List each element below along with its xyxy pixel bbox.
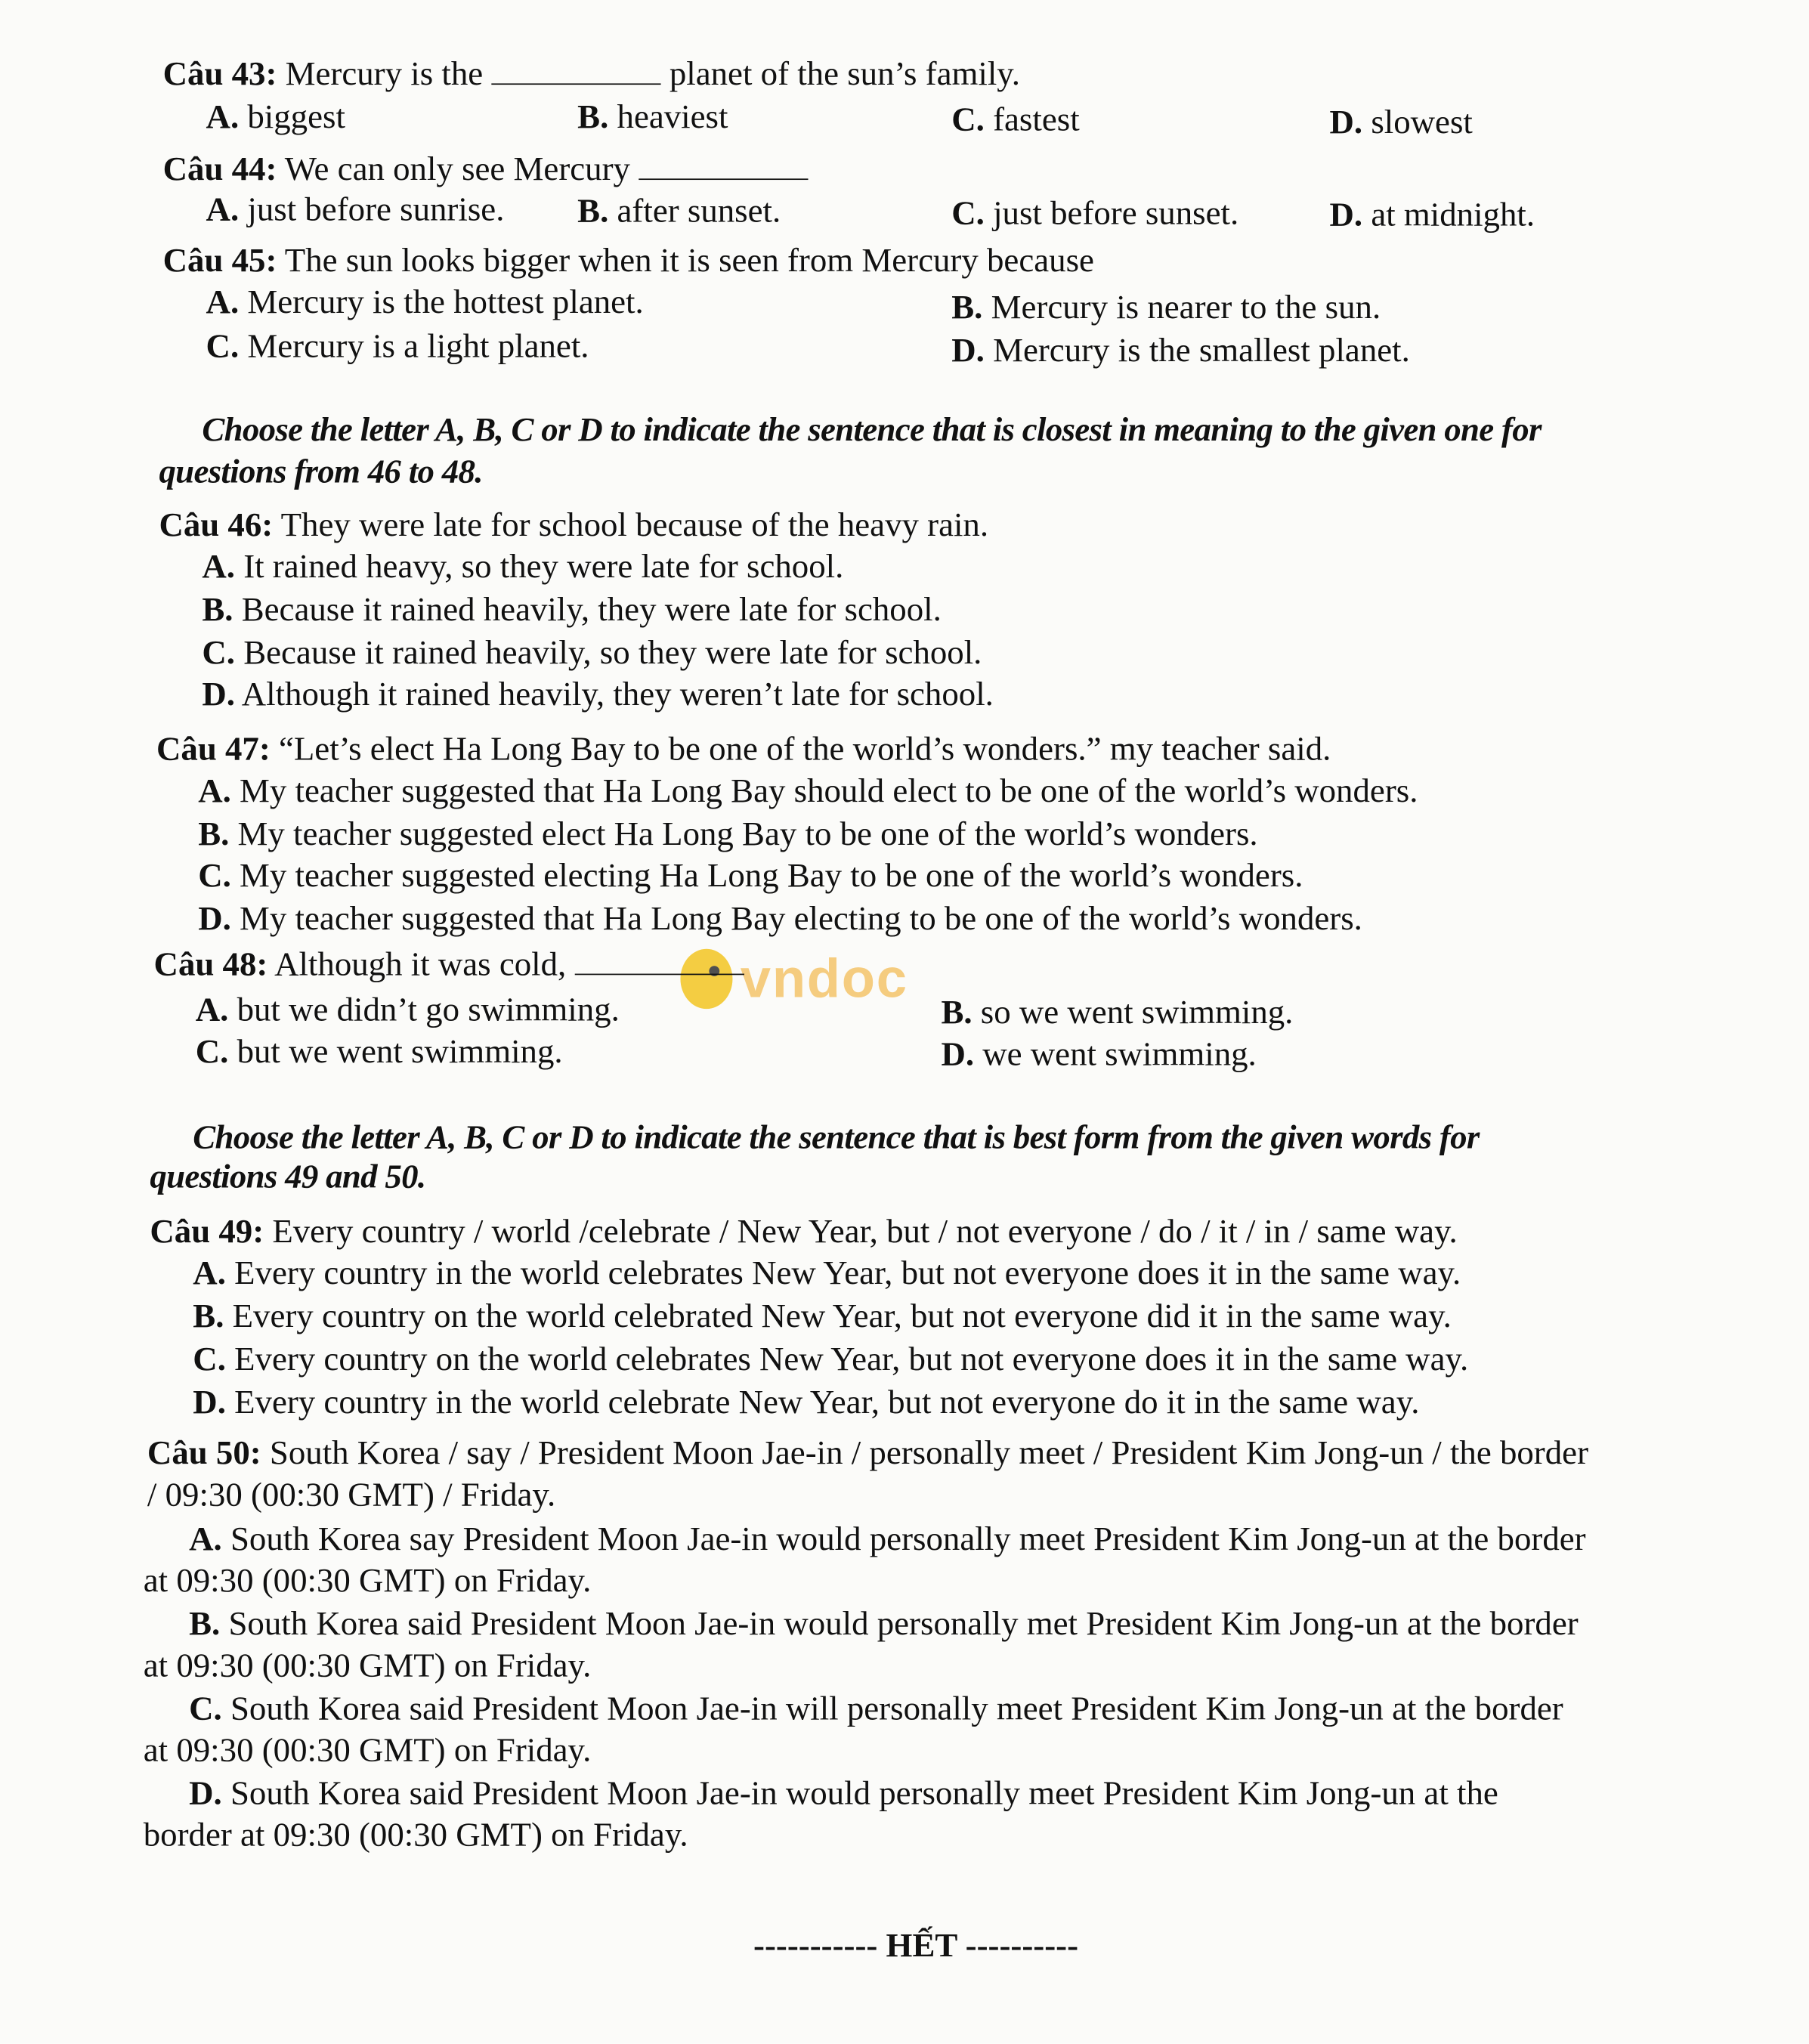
option-43-b: B. heaviest	[577, 97, 728, 136]
option-44-a: A. just before sunrise.	[206, 190, 505, 228]
option-46-d: D. Although it rained heavily, they weren’t late for school.	[202, 675, 994, 713]
question-48-stem: Câu 48: Although it was cold,	[154, 945, 744, 985]
option-43-d: D. slowest	[1329, 103, 1473, 141]
option-44-c: C. just before sunset.	[951, 194, 1239, 233]
option-44-b: B. after sunset.	[577, 191, 781, 230]
end-marker: ----------- HẾT ----------	[753, 1926, 1079, 1965]
option-43-c: C. fastest	[951, 100, 1080, 138]
question-44-stem: Câu 44: We can only see Mercury	[163, 150, 809, 189]
option-46-a: A. It rained heavy, so they were late for school.	[202, 547, 844, 586]
instruction-49-50-line1: Choose the letter A, B, C or D to indicate the sentence that is best form from the given words for	[193, 1118, 1480, 1157]
option-50-a-cont: at 09:30 (00:30 GMT) on Friday.	[143, 1561, 592, 1600]
option-45-c: C. Mercury is a light planet.	[206, 326, 589, 365]
option-43-a: A. biggest	[206, 97, 345, 136]
option-45-a: A. Mercury is the hottest planet.	[206, 283, 644, 321]
question-49-stem: Câu 49: Every country / world /celebrate / New Year, but / not everyone / do / it / in / same way.	[150, 1212, 1458, 1251]
question-50-stem-cont: / 09:30 (00:30 GMT) / Friday.	[147, 1475, 556, 1514]
question-47-stem: Câu 47: “Let’s elect Ha Long Bay to be one of the world’s wonders.” my teacher said.	[156, 730, 1331, 768]
instruction-46-48-line2: questions from 46 to 48.	[159, 452, 483, 490]
option-47-b: B. My teacher suggested elect Ha Long Bay to be one of the world’s wonders.	[198, 815, 1258, 853]
question-45-stem: Câu 45: The sun looks bigger when it is seen from Mercury because	[162, 241, 1094, 280]
option-50-d-cont: border at 09:30 (00:30 GMT) on Friday.	[143, 1815, 688, 1854]
option-48-d: D. we went swimming.	[941, 1034, 1257, 1073]
option-46-b: B. Because it rained heavily, they were late for school.	[202, 590, 942, 629]
option-47-c: C. My teacher suggested electing Ha Long Bay to be one of the world’s wonders.	[198, 856, 1303, 895]
option-50-c-cont: at 09:30 (00:30 GMT) on Friday.	[143, 1730, 592, 1769]
option-48-c: C. but we went swimming.	[195, 1032, 563, 1071]
option-46-c: C. Because it rained heavily, so they were late for school.	[202, 633, 982, 672]
watermark-word: vndoc	[740, 948, 908, 1010]
option-49-a: A. Every country in the world celebrates New Year, but not everyone does it in the same way.	[193, 1254, 1461, 1292]
option-44-d: D. at midnight.	[1329, 195, 1535, 233]
option-45-d: D. Mercury is the smallest planet.	[951, 331, 1410, 370]
option-47-d: D. My teacher suggested that Ha Long Bay electing to be one of the world’s wonders.	[198, 899, 1362, 938]
option-47-a: A. My teacher suggested that Ha Long Bay should elect to be one of the world’s wonders.	[198, 772, 1418, 810]
option-50-b: B. South Korea said President Moon Jae-in would personally met President Kim Jong-un at the border	[189, 1604, 1579, 1643]
instruction-49-50-line2: questions 49 and 50.	[150, 1157, 426, 1195]
option-50-a: A. South Korea say President Moon Jae-in would personally meet President Kim Jong-un at the border	[189, 1520, 1586, 1558]
option-45-b: B. Mercury is nearer to the sun.	[951, 288, 1381, 326]
option-50-b-cont: at 09:30 (00:30 GMT) on Friday.	[143, 1646, 592, 1684]
option-49-d: D. Every country in the world celebrate New Year, but not everyone do it in the same way.	[193, 1383, 1420, 1421]
question-50-stem: Câu 50: South Korea / say / President Moon Jae-in / personally meet / President Kim Jong-un / the border	[147, 1433, 1589, 1472]
option-50-d: D. South Korea said President Moon Jae-in would personally meet President Kim Jong-un at the	[189, 1773, 1498, 1812]
option-49-c: C. Every country on the world celebrates New Year, but not everyone does it in the same way.	[193, 1340, 1469, 1378]
instruction-46-48-line1: Choose the letter A, B, C or D to indicate the sentence that is closest in meaning to the given one for	[202, 410, 1542, 449]
question-43-stem: Câu 43: Mercury is the planet of the sun’s family.	[162, 54, 1021, 93]
option-48-a: A. but we didn’t go swimming.	[195, 991, 620, 1029]
option-49-b: B. Every country on the world celebrated New Year, but not everyone did it in the same way.	[193, 1297, 1452, 1335]
question-46-stem: Câu 46: They were late for school because of the heavy rain.	[159, 506, 989, 544]
option-48-b: B. so we went swimming.	[941, 993, 1294, 1031]
option-50-c: C. South Korea said President Moon Jae-in will personally meet President Kim Jong-un at the border	[189, 1689, 1563, 1727]
